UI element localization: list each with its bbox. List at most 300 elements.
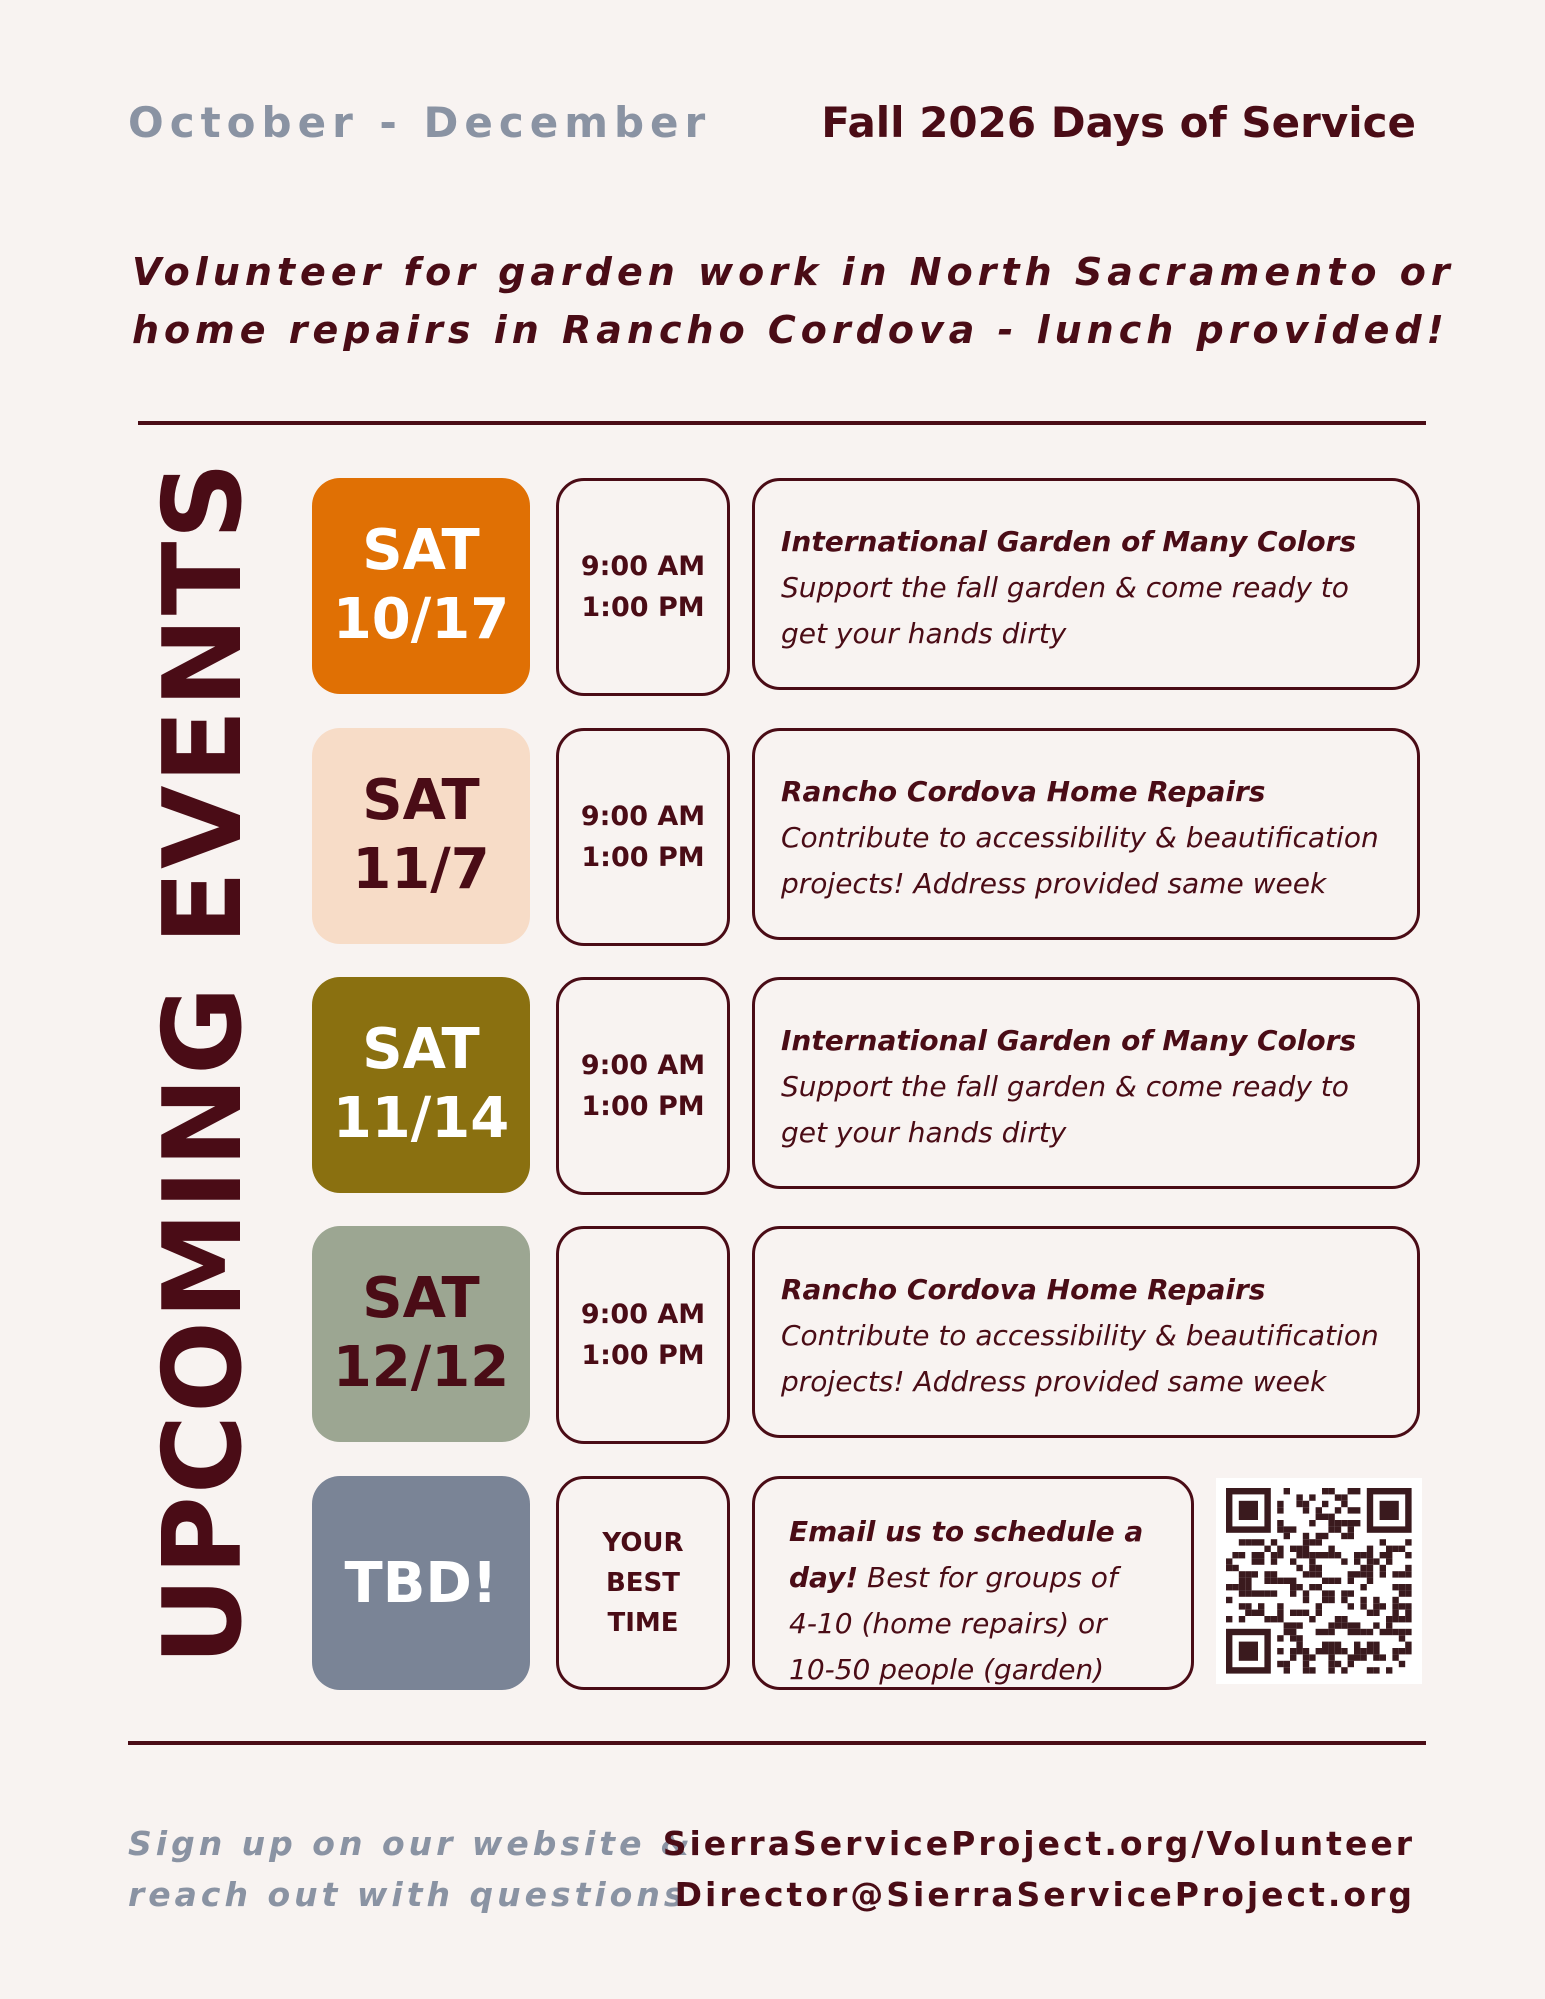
qr-module (1239, 1642, 1258, 1661)
qr-module (1380, 1565, 1386, 1571)
qr-module (1367, 1558, 1373, 1564)
qr-module (1258, 1590, 1264, 1596)
qr-module (1322, 1578, 1328, 1584)
qr-module (1399, 1648, 1405, 1654)
qr-module (1392, 1654, 1398, 1660)
tbd-group-text: Best for groups of (858, 1561, 1118, 1594)
qr-module (1303, 1667, 1309, 1673)
qr-module (1335, 1616, 1341, 1622)
event-description-box (752, 1226, 1420, 1438)
qr-module (1239, 1571, 1245, 1577)
qr-module (1271, 1552, 1277, 1558)
event-description-box (752, 478, 1420, 690)
qr-module (1309, 1667, 1315, 1673)
qr-module (1322, 1533, 1328, 1539)
qr-module (1335, 1494, 1341, 1500)
qr-module (1258, 1610, 1264, 1616)
qr-module (1239, 1590, 1245, 1596)
qr-module (1309, 1520, 1315, 1526)
qr-module (1348, 1526, 1354, 1532)
qr-module (1290, 1635, 1296, 1641)
qr-module (1373, 1622, 1379, 1628)
tbd-email-prompt: Email us to schedule a (789, 1515, 1144, 1548)
qr-module (1354, 1507, 1360, 1513)
tbd-date-badge (312, 1476, 530, 1690)
qr-module (1328, 1597, 1334, 1603)
qr-module (1348, 1488, 1354, 1494)
signup-line-1: Sign up on our website & (128, 1824, 694, 1863)
event-day: SAT (362, 1017, 480, 1082)
qr-module (1239, 1539, 1245, 1545)
qr-module (1399, 1616, 1405, 1622)
tbd-time-line: YOUR (602, 1528, 684, 1558)
qr-module (1354, 1629, 1360, 1635)
qr-module (1360, 1648, 1366, 1654)
qr-module (1354, 1642, 1360, 1648)
qr-module (1252, 1571, 1258, 1577)
qr-module (1258, 1558, 1264, 1564)
qr-module (1360, 1654, 1366, 1660)
event-start-time: 9:00 AM (580, 801, 706, 832)
qr-module (1341, 1597, 1347, 1603)
contact-links (663, 1818, 1415, 1920)
qr-module (1348, 1590, 1354, 1596)
qr-module (1348, 1520, 1354, 1526)
qr-module (1399, 1603, 1405, 1609)
qr-module (1341, 1648, 1347, 1654)
qr-module (1380, 1603, 1386, 1609)
event-description-box (752, 977, 1420, 1189)
qr-module (1348, 1578, 1354, 1584)
event-detail-line: get your hands dirty (781, 1116, 1067, 1149)
qr-module (1316, 1565, 1322, 1571)
qr-module (1245, 1571, 1251, 1577)
qr-module (1290, 1558, 1296, 1564)
qr-module (1354, 1571, 1360, 1577)
qr-module (1316, 1533, 1322, 1539)
qr-module (1367, 1610, 1373, 1616)
qr-module (1290, 1546, 1296, 1552)
qr-module (1232, 1565, 1238, 1571)
qr-module (1296, 1584, 1302, 1590)
qr-module (1335, 1642, 1341, 1648)
qr-module (1341, 1501, 1347, 1507)
qr-module (1303, 1507, 1309, 1513)
qr-module (1373, 1654, 1379, 1660)
event-detail-line: Contribute to accessibility & beautification (781, 821, 1379, 854)
qr-module (1354, 1552, 1360, 1558)
qr-module (1328, 1578, 1334, 1584)
qr-module (1316, 1571, 1322, 1577)
qr-module (1303, 1533, 1309, 1539)
qr-module (1373, 1558, 1379, 1564)
qr-module (1232, 1552, 1238, 1558)
qr-module (1284, 1533, 1290, 1539)
event-date-badge (312, 977, 530, 1193)
qr-module (1399, 1584, 1405, 1590)
qr-module (1277, 1610, 1283, 1616)
qr-module (1386, 1667, 1392, 1673)
qr-module (1380, 1501, 1399, 1520)
qr-module (1399, 1629, 1405, 1635)
qr-module (1341, 1520, 1347, 1526)
qr-module (1380, 1654, 1386, 1660)
qr-module (1296, 1565, 1302, 1571)
qr-module (1341, 1616, 1347, 1622)
director-email-link[interactable]: Director@SierraServiceProject.org (674, 1875, 1415, 1914)
tbd-label: TBD! (344, 1550, 498, 1616)
qr-module (1322, 1552, 1328, 1558)
qr-module (1226, 1597, 1232, 1603)
event-day: SAT (362, 768, 480, 833)
qr-module (1405, 1571, 1411, 1577)
qr-module (1277, 1578, 1283, 1584)
qr-module (1335, 1578, 1341, 1584)
event-date-badge (312, 728, 530, 944)
qr-module (1367, 1546, 1373, 1552)
qr-module (1264, 1571, 1270, 1577)
event-title: Rancho Cordova Home Repairs (781, 775, 1266, 808)
qr-module (1354, 1648, 1360, 1654)
qr-module (1303, 1661, 1309, 1667)
qr-module (1373, 1603, 1379, 1609)
qr-module (1309, 1584, 1315, 1590)
qr-module (1354, 1520, 1360, 1526)
qr-module (1392, 1648, 1398, 1654)
event-title: International Garden of Many Colors (781, 1024, 1357, 1057)
qr-module (1309, 1558, 1315, 1564)
qr-module (1386, 1629, 1392, 1635)
qr-module (1239, 1552, 1245, 1558)
qr-module (1252, 1552, 1258, 1558)
qr-module (1290, 1629, 1296, 1635)
qr-module (1284, 1661, 1290, 1667)
qr-module (1239, 1578, 1245, 1584)
qr-module (1322, 1514, 1328, 1520)
qr-module (1328, 1667, 1334, 1673)
qr-module (1405, 1648, 1411, 1654)
tbd-time-line: BEST (605, 1568, 681, 1598)
qr-module (1245, 1590, 1251, 1596)
qr-module (1309, 1565, 1315, 1571)
qr-module (1341, 1590, 1347, 1596)
event-detail-line: Contribute to accessibility & beautification (781, 1319, 1379, 1352)
qr-module (1392, 1610, 1398, 1616)
qr-module (1392, 1629, 1398, 1635)
qr-module (1296, 1635, 1302, 1641)
qr-module (1348, 1629, 1354, 1635)
event-end-time: 1:00 PM (581, 842, 705, 873)
qr-module (1360, 1584, 1366, 1590)
tbd-time-line: TIME (607, 1608, 679, 1638)
qr-module (1348, 1507, 1354, 1513)
qr-module (1303, 1654, 1309, 1660)
qr-module (1405, 1642, 1411, 1648)
qr-module (1328, 1642, 1334, 1648)
qr-module (1296, 1610, 1302, 1616)
event-time-box (556, 1226, 730, 1444)
event-date-badge (312, 1226, 530, 1442)
event-time-box (556, 977, 730, 1195)
qr-module (1322, 1501, 1328, 1507)
qr-module (1284, 1488, 1290, 1494)
qr-module (1399, 1546, 1405, 1552)
intro-line-2: home repairs in Rancho Cordova - lunch provided! (132, 308, 1449, 352)
event-start-time: 9:00 AM (580, 1050, 706, 1081)
qr-module (1322, 1488, 1328, 1494)
qr-module (1245, 1539, 1251, 1545)
qr-module (1264, 1616, 1270, 1622)
qr-module (1405, 1629, 1411, 1635)
qr-module (1264, 1590, 1270, 1596)
qr-module (1328, 1552, 1334, 1558)
qr-module (1360, 1565, 1366, 1571)
qr-code-graphic (1216, 1478, 1422, 1684)
event-start-time: 9:00 AM (580, 551, 706, 582)
event-detail-line: Support the fall garden & come ready to (781, 571, 1349, 604)
qr-module (1239, 1603, 1245, 1609)
qr-module (1303, 1539, 1309, 1545)
qr-module (1341, 1622, 1347, 1628)
qr-module (1386, 1558, 1392, 1564)
qr-module (1258, 1539, 1264, 1545)
qr-module (1386, 1546, 1392, 1552)
qr-module (1341, 1494, 1347, 1500)
qr-module (1252, 1539, 1258, 1545)
qr-module (1277, 1526, 1283, 1532)
qr-module (1277, 1616, 1283, 1622)
qr-module (1328, 1546, 1334, 1552)
qr-code-icon[interactable] (1216, 1478, 1422, 1684)
qr-module (1245, 1603, 1251, 1609)
qr-module (1303, 1590, 1309, 1596)
qr-module (1341, 1667, 1347, 1673)
qr-module (1258, 1552, 1264, 1558)
qr-module (1405, 1552, 1411, 1558)
qr-module (1386, 1552, 1392, 1558)
qr-module (1252, 1610, 1258, 1616)
qr-module (1341, 1558, 1347, 1564)
divider-bottom (128, 1741, 1426, 1745)
event-title: International Garden of Many Colors (781, 525, 1357, 558)
qr-module (1271, 1571, 1277, 1577)
qr-module (1360, 1603, 1366, 1609)
volunteer-url-link[interactable]: SierraServiceProject.org/Volunteer (662, 1824, 1415, 1863)
qr-module (1380, 1571, 1386, 1577)
qr-module (1367, 1642, 1373, 1648)
page-title: Fall 2026 Days of Service (821, 98, 1416, 147)
qr-module (1367, 1552, 1373, 1558)
qr-module (1309, 1494, 1315, 1500)
qr-module (1405, 1590, 1411, 1596)
qr-module (1284, 1622, 1290, 1628)
qr-module (1328, 1520, 1334, 1526)
qr-module (1226, 1616, 1232, 1622)
qr-module (1296, 1648, 1302, 1654)
qr-module (1373, 1597, 1379, 1603)
qr-module (1399, 1571, 1405, 1577)
qr-module (1277, 1648, 1283, 1654)
qr-module (1245, 1578, 1251, 1584)
qr-module (1386, 1622, 1392, 1628)
event-description-box (752, 728, 1420, 940)
qr-module (1392, 1571, 1398, 1577)
qr-module (1367, 1565, 1373, 1571)
qr-module (1296, 1642, 1302, 1648)
qr-module (1360, 1629, 1366, 1635)
qr-module (1239, 1616, 1245, 1622)
qr-module (1316, 1507, 1322, 1513)
qr-module (1277, 1546, 1283, 1552)
qr-module (1392, 1616, 1398, 1622)
qr-module (1322, 1648, 1328, 1654)
event-end-time: 1:00 PM (581, 592, 705, 623)
qr-module (1303, 1501, 1309, 1507)
tbd-detail-line: 4-10 (home repairs) or (789, 1607, 1107, 1640)
tbd-time-box (556, 1476, 730, 1690)
qr-module (1284, 1629, 1290, 1635)
signup-line-2: reach out with questions (128, 1875, 688, 1914)
qr-module (1271, 1558, 1277, 1564)
qr-module (1296, 1546, 1302, 1552)
qr-module (1316, 1539, 1322, 1545)
signup-note (128, 1818, 694, 1920)
qr-module (1322, 1597, 1328, 1603)
qr-module (1309, 1616, 1315, 1622)
qr-module (1303, 1597, 1309, 1603)
qr-module (1277, 1507, 1283, 1513)
qr-module (1303, 1610, 1309, 1616)
qr-module (1303, 1648, 1309, 1654)
event-detail-line: get your hands dirty (781, 617, 1067, 650)
event-date: 11/14 (332, 1086, 510, 1151)
qr-module (1367, 1578, 1373, 1584)
qr-module (1245, 1610, 1251, 1616)
qr-module (1335, 1507, 1341, 1513)
qr-module (1296, 1622, 1302, 1628)
qr-module (1284, 1667, 1290, 1673)
qr-module (1303, 1552, 1309, 1558)
qr-module (1303, 1546, 1309, 1552)
qr-module (1296, 1501, 1302, 1507)
intro-text (132, 243, 1455, 359)
qr-module (1380, 1552, 1386, 1558)
qr-module (1328, 1661, 1334, 1667)
qr-module (1354, 1622, 1360, 1628)
qr-module (1367, 1667, 1373, 1673)
qr-module (1328, 1648, 1334, 1654)
event-day: SAT (362, 518, 480, 583)
qr-module (1271, 1578, 1277, 1584)
qr-module (1386, 1616, 1392, 1622)
qr-module (1354, 1558, 1360, 1564)
tbd-detail-line (789, 1555, 1171, 1601)
qr-module (1335, 1552, 1341, 1558)
qr-module (1316, 1514, 1322, 1520)
intro-line-1: Volunteer for garden work in North Sacramento or (132, 250, 1455, 294)
qr-module (1258, 1603, 1264, 1609)
qr-module (1335, 1520, 1341, 1526)
event-detail-line: projects! Address provided same week (781, 1365, 1327, 1398)
qr-module (1367, 1648, 1373, 1654)
qr-module (1226, 1584, 1232, 1590)
section-title: UPCOMING EVENTS (141, 459, 266, 1665)
event-detail-line: projects! Address provided same week (781, 867, 1327, 900)
qr-module (1348, 1571, 1354, 1577)
qr-module (1290, 1622, 1296, 1628)
qr-module (1360, 1552, 1366, 1558)
qr-module (1322, 1629, 1328, 1635)
qr-module (1309, 1654, 1315, 1660)
event-date: 11/7 (352, 837, 490, 902)
qr-module (1405, 1565, 1411, 1571)
qr-module (1392, 1597, 1398, 1603)
qr-module (1277, 1603, 1283, 1609)
event-end-time: 1:00 PM (581, 1091, 705, 1122)
tbd-description-box (752, 1476, 1194, 1690)
qr-module (1232, 1584, 1238, 1590)
qr-module (1373, 1610, 1379, 1616)
qr-module (1373, 1648, 1379, 1654)
qr-module (1296, 1552, 1302, 1558)
qr-module (1309, 1539, 1315, 1545)
qr-module (1328, 1590, 1334, 1596)
qr-module (1316, 1584, 1322, 1590)
qr-module (1328, 1526, 1334, 1532)
qr-module (1405, 1584, 1411, 1590)
qr-module (1290, 1654, 1296, 1660)
qr-module (1277, 1635, 1283, 1641)
qr-module (1290, 1590, 1296, 1596)
event-detail-line: Support the fall garden & come ready to (781, 1070, 1349, 1103)
qr-module (1328, 1629, 1334, 1635)
qr-module (1405, 1610, 1411, 1616)
qr-module (1322, 1590, 1328, 1596)
event-time-box (556, 728, 730, 946)
qr-module (1328, 1514, 1334, 1520)
qr-module (1348, 1622, 1354, 1628)
qr-module (1328, 1654, 1334, 1660)
qr-module (1335, 1622, 1341, 1628)
event-start-time: 9:00 AM (580, 1299, 706, 1330)
qr-module (1367, 1571, 1373, 1577)
qr-module (1264, 1578, 1270, 1584)
qr-module (1271, 1539, 1277, 1545)
qr-module (1226, 1565, 1232, 1571)
qr-module (1392, 1603, 1398, 1609)
qr-module (1405, 1616, 1411, 1622)
qr-module (1316, 1648, 1322, 1654)
qr-module (1239, 1584, 1245, 1590)
qr-module (1277, 1501, 1283, 1507)
qr-module (1373, 1642, 1379, 1648)
qr-module (1271, 1590, 1277, 1596)
event-day: SAT (362, 1266, 480, 1331)
qr-module (1309, 1571, 1315, 1577)
qr-module (1405, 1603, 1411, 1609)
qr-module (1316, 1552, 1322, 1558)
event-title: Rancho Cordova Home Repairs (781, 1273, 1266, 1306)
qr-module (1252, 1558, 1258, 1564)
qr-module (1309, 1552, 1315, 1558)
qr-module (1399, 1590, 1405, 1596)
qr-module (1392, 1546, 1398, 1552)
qr-module (1360, 1597, 1366, 1603)
qr-module (1284, 1526, 1290, 1532)
qr-module (1264, 1546, 1270, 1552)
qr-module (1335, 1526, 1341, 1532)
qr-module (1335, 1661, 1341, 1667)
